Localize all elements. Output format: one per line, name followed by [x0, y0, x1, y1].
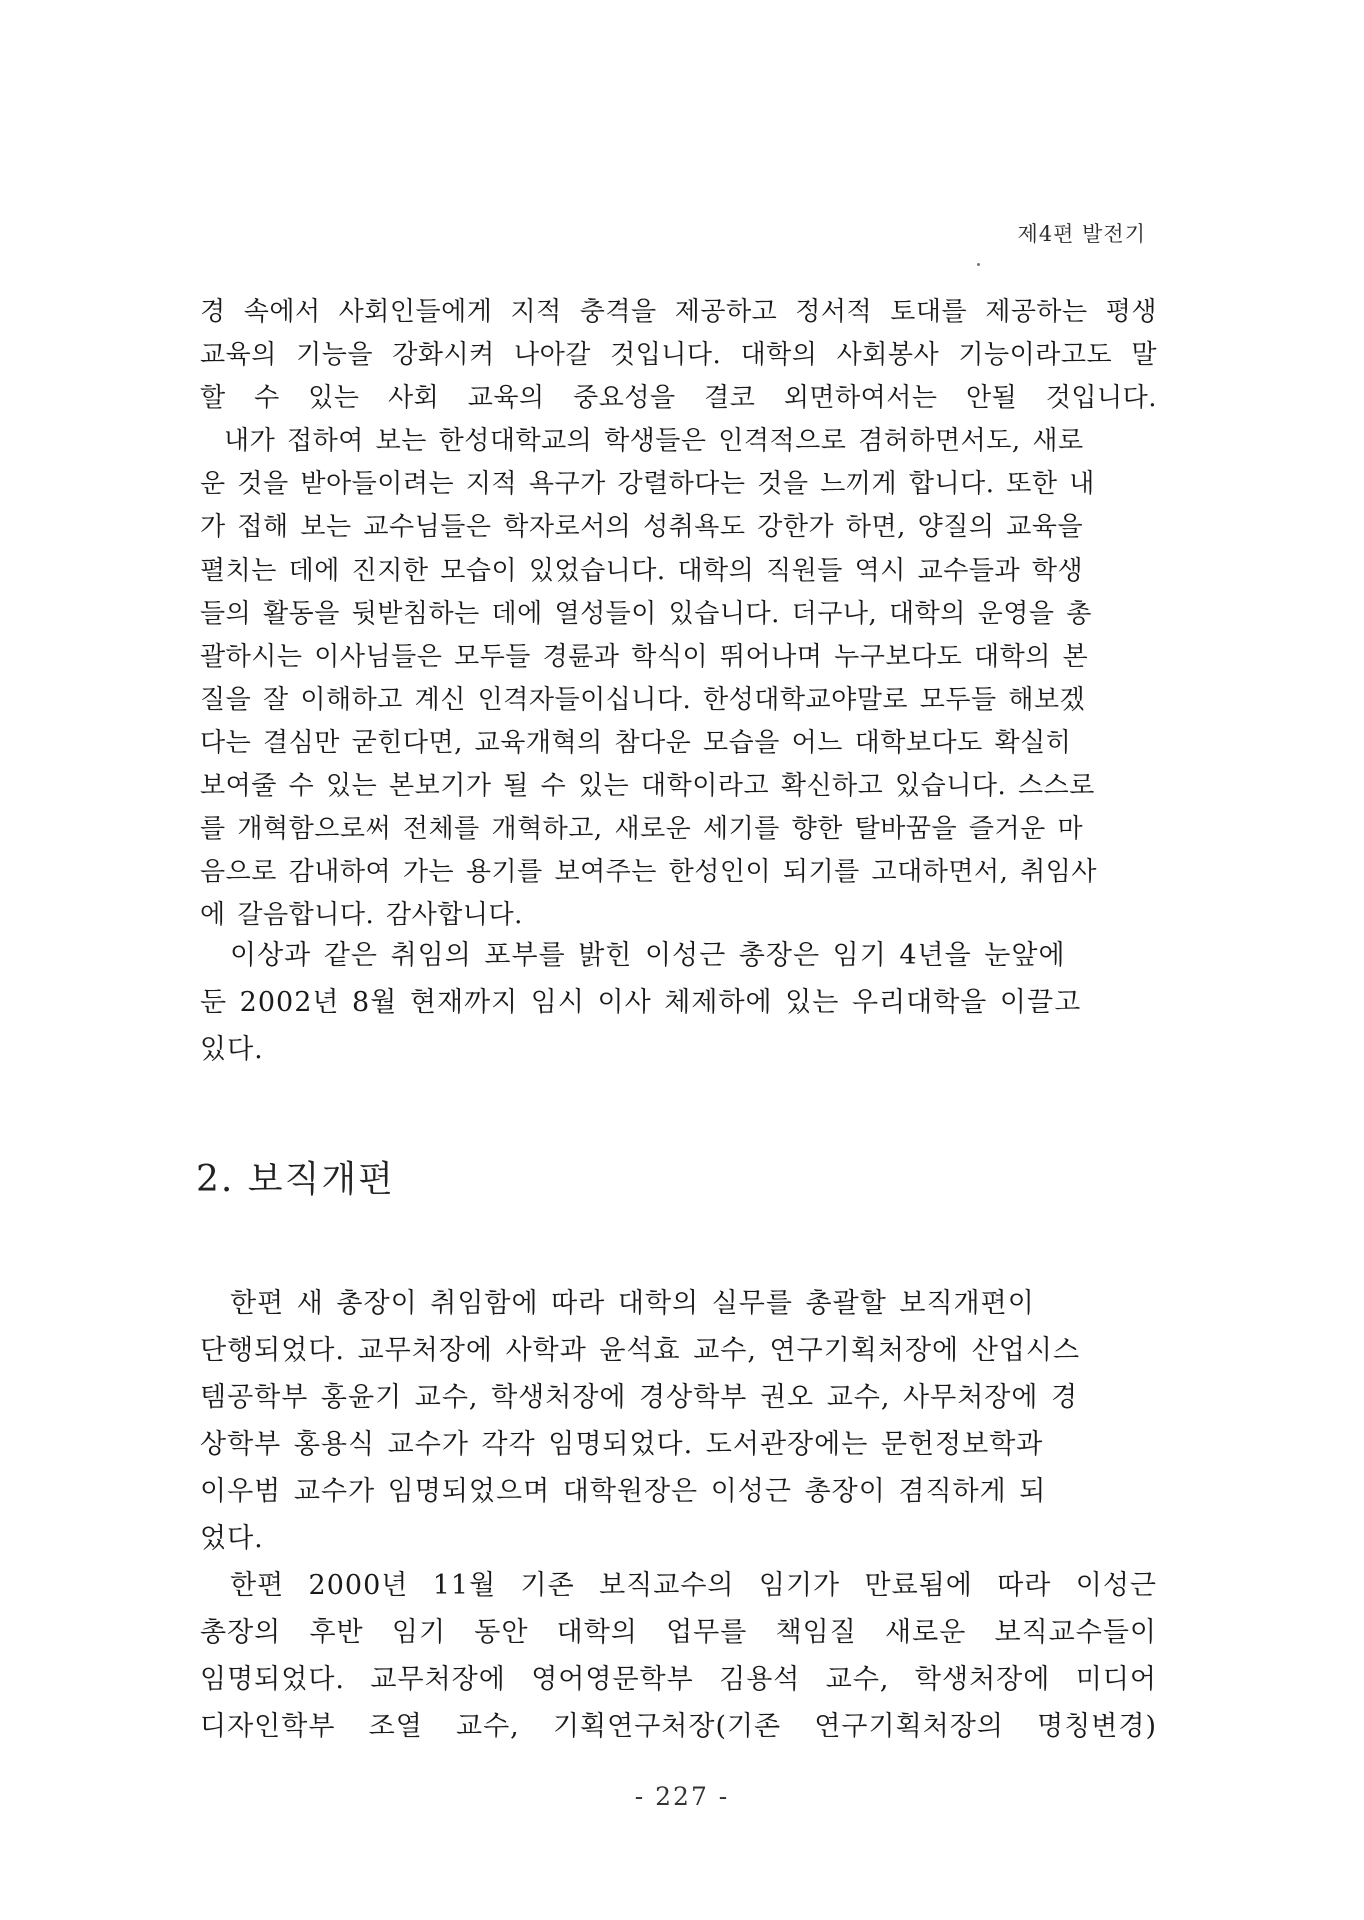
text-line: 가 접해 보는 교수님들은 학자로서의 성취욕도 강한가 하면, 양질의 교육을 — [200, 512, 1084, 543]
text-line: 단행되었다. 교무처장에 사학과 윤석효 교수, 연구기획처장에 산업시스 — [200, 1335, 1081, 1366]
text-line: 펼치는 데에 진지한 모습이 있었습니다. 대학의 직원들 역시 교수들과 학생 — [200, 555, 1084, 586]
text-line: 를 개혁함으로써 전체를 개혁하고, 새로운 세기를 향한 탈바꿈을 즐거운 마 — [200, 814, 1084, 845]
text-line: 음으로 감내하여 가는 용기를 보여주는 한성인이 되기를 고대하면서, 취임사 — [200, 857, 1097, 888]
section-paragraph-2 — [200, 1562, 1157, 1750]
text-line: 한편 2000년 11월 기존 보직교수의 임기가 만료됨에 따라 이성근 — [230, 1570, 1157, 1601]
speech-paragraph-2 — [200, 420, 1157, 937]
text-line: 괄하시는 이사님들은 모두들 경륜과 학식이 뛰어나며 누구보다도 대학의 본 — [200, 641, 1089, 672]
page-number: - 227 - — [634, 1782, 730, 1811]
text-line: 에 갈음합니다. 감사합니다. — [200, 900, 523, 931]
text-line: 할 수 있는 사회 교육의 중요성을 결코 외면하여서는 안될 것입니다. — [200, 383, 1157, 414]
text-line: 템공학부 홍윤기 교수, 학생처장에 경상학부 권오 교수, 사무처장에 경 — [200, 1382, 1079, 1413]
text-line: 한편 새 총장이 취임함에 따라 대학의 실무를 총괄할 보직개편이 — [230, 1288, 1035, 1319]
text-line: 었다. — [200, 1523, 264, 1554]
narrative-block — [200, 932, 1157, 1073]
section-paragraph-1 — [200, 1280, 1157, 1562]
text-line: 총장의 후반 임기 동안 대학의 업무를 책임질 새로운 보직교수들이 — [200, 1617, 1157, 1648]
text-line: 임명되었다. 교무처장에 영어영문학부 김용석 교수, 학생처장에 미디어 — [200, 1664, 1157, 1695]
text-line: 들의 활동을 뒷받침하는 데에 열성들이 있습니다. 더구나, 대학의 운영을 총 — [200, 598, 1092, 629]
text-line: 교육의 기능을 강화시켜 나아갈 것입니다. 대학의 사회봉사 기능이라고도 말 — [200, 340, 1157, 371]
text-line: 질을 잘 이해하고 계신 인격자들이십니다. 한성대학교야말로 모두들 해보겠 — [200, 684, 1086, 715]
text-line: 있다. — [200, 1034, 264, 1065]
text-line: 이우범 교수가 임명되었으며 대학원장은 이성근 총장이 겸직하게 되 — [200, 1476, 1047, 1507]
running-header: 제4편 발전기 — [1017, 222, 1146, 246]
scan-speck — [977, 263, 980, 266]
section-body — [200, 1280, 1157, 1750]
narrative-paragraph — [200, 932, 1157, 1073]
text-line: 내가 접하여 보는 한성대학교의 학생들은 인격적으로 겸허하면서도, 새로 — [224, 426, 1084, 457]
text-line: 경 속에서 사회인들에게 지적 충격을 제공하고 정서적 토대를 제공하는 평생 — [200, 297, 1157, 327]
text-line: 운 것을 받아들이려는 지적 욕구가 강렬하다는 것을 느끼게 합니다. 또한 내 — [200, 469, 1095, 500]
section-heading: 2. 보직개편 — [196, 1159, 395, 1200]
text-line: 둔 2002년 8월 현재까지 임시 이사 체제하에 있는 우리대학을 이끌고 — [200, 987, 1082, 1018]
text-line: 이상과 같은 취임의 포부를 밝힌 이성근 총장은 임기 4년을 눈앞에 — [230, 940, 1066, 971]
text-line: 디자인학부 조열 교수, 기획연구처장(기존 연구기획처장의 명칭변경) — [200, 1711, 1157, 1742]
text-line: 보여줄 수 있는 본보기가 될 수 있는 대학이라고 확신하고 있습니다. 스스로 — [200, 771, 1095, 802]
text-line: 상학부 홍용식 교수가 각각 임명되었다. 도서관장에는 문헌정보학과 — [200, 1429, 1044, 1460]
text-line: 다는 결심만 굳힌다면, 교육개혁의 참다운 모습을 어느 대학보다도 확실히 — [200, 727, 1072, 758]
speech-block — [200, 291, 1157, 937]
speech-paragraph-1 — [200, 291, 1157, 420]
